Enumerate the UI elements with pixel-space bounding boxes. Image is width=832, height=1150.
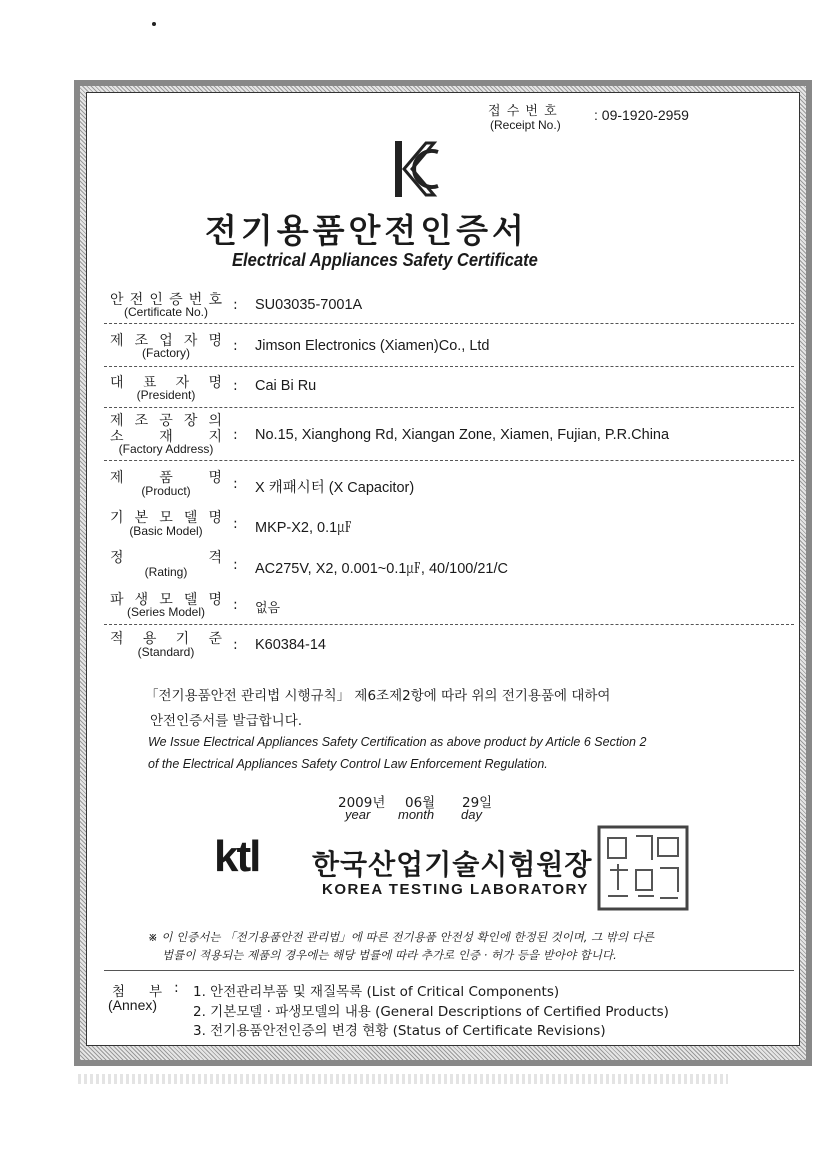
factory-name: Jimson Electronics (Xiamen)Co., Ltd <box>255 338 490 354</box>
label-char: 인 <box>149 292 163 308</box>
note-line1: ※ 이 인증서는 「전기용품안전 관리법」에 따른 전기용품 안전성 확인에 한정된 것이며, 그 밖의 다른 <box>148 930 654 944</box>
annex-item: 1. 안전관리부품 및 재질목록 (List of Critical Components) <box>193 984 560 1000</box>
label-char: 제 <box>110 470 124 486</box>
label-en: (Basic Model) <box>129 524 203 538</box>
label-char: 재 <box>159 429 173 445</box>
annex-item: 3. 전기용품안전인증의 변경 현황 (Status of Certificate Revisions) <box>193 1023 606 1039</box>
label-en: (Rating) <box>144 565 188 579</box>
label-en: (Series Model) <box>126 605 206 619</box>
statement-ko-line2: 안전인증서를 발급합니다. <box>150 713 303 729</box>
official-seal-stamp <box>596 824 690 912</box>
label-char: 모 <box>159 592 173 608</box>
label-en: (Factory) <box>142 346 190 360</box>
label-en: (Certificate No.) <box>123 305 209 319</box>
label-char: 명 <box>208 333 222 349</box>
label-ko <box>110 547 222 567</box>
divider <box>104 323 794 324</box>
colon: : <box>233 637 238 653</box>
label-char: 생 <box>134 592 149 608</box>
label-char: 조 <box>134 413 149 429</box>
note-line2: 법률이 적용되는 제품의 경우에는 해당 법률에 따라 추가로 인증 · 허가 등을 받아야 합니다. <box>162 948 617 962</box>
label-char: 증 <box>169 292 183 308</box>
annex-item: 2. 기본모델 · 파생모델의 내용 (General Descriptions of Certified Products) <box>193 1004 669 1020</box>
label-char: 호 <box>208 292 222 308</box>
issue-month: 06월 <box>405 795 436 811</box>
label-char: 조 <box>134 333 149 349</box>
annex-colon: : <box>174 980 179 996</box>
product-name: X 캐패시터 (X Capacitor) <box>255 480 415 496</box>
ktl-logo: ktl <box>214 832 260 881</box>
label-char: 파 <box>110 592 124 608</box>
label-char: 명 <box>208 375 222 391</box>
statement-ko-line1: 「전기용품안전 관리법 시행규칙」 제6조제2항에 따라 위의 전기용품에 대하여 <box>145 688 611 704</box>
label-char: 델 <box>183 592 198 608</box>
colon: : <box>233 476 238 492</box>
divider <box>104 970 794 971</box>
label-char: 번 <box>188 292 203 308</box>
label-char: 용 <box>142 631 157 647</box>
title-korean: 전기용품안전인증서 <box>205 211 528 250</box>
label-char: 전 <box>129 292 144 308</box>
divider <box>104 624 794 625</box>
label-char: 델 <box>183 510 198 526</box>
colon: : <box>233 378 238 394</box>
label-char: 대 <box>110 375 124 391</box>
label-char: 제 <box>110 333 124 349</box>
statement-en-line1: We Issue Electrical Appliances Safety Certification as above product by Article 6 Section 2 <box>148 735 647 749</box>
receipt-label-en: (Receipt No.) <box>490 118 561 132</box>
president-name: Cai Bi Ru <box>255 378 317 394</box>
label-char: 본 <box>134 510 149 526</box>
label-char: 적 <box>110 631 124 647</box>
certificate-number: SU03035-7001A <box>255 297 363 313</box>
month-label: month <box>398 807 435 822</box>
label-char: 자 <box>183 333 198 349</box>
colon: : <box>233 597 238 613</box>
receipt-number: 09-1920-2959 <box>601 107 689 123</box>
receipt-label-ko: 접 수 번 호 <box>488 104 558 119</box>
kc-mark-logo <box>392 138 442 202</box>
label-char: 기 <box>175 631 190 647</box>
standard: K60384-14 <box>255 637 326 653</box>
label-char: 모 <box>159 510 173 526</box>
rating: AC275V, X2, 0.001~0.1㎌, 40/100/21/C <box>255 561 508 577</box>
issue-year: 2009년 <box>338 795 386 811</box>
label-char: 자 <box>175 375 190 391</box>
colon: : <box>233 427 238 443</box>
label-char: 장 <box>183 413 198 429</box>
label-char: 의 <box>208 413 222 429</box>
colon: : <box>233 338 238 354</box>
label-char: 첨 <box>112 984 126 1000</box>
issue-day: 29일 <box>462 795 493 811</box>
label-char: 정 <box>110 550 124 566</box>
label-char: 명 <box>208 510 222 526</box>
year-label: year <box>345 807 371 822</box>
issuer-name-en: KOREA TESTING LABORATORY <box>322 881 589 898</box>
issuer-name-ko: 한국산업기술시험원장 <box>312 848 593 881</box>
label-char: 준 <box>208 631 222 647</box>
colon: : <box>233 297 238 313</box>
day-label: day <box>461 807 482 822</box>
label-en: (Standard) <box>137 645 195 659</box>
factory-address: No.15, Xianghong Rd, Xiangan Zone, Xiamen, Fujian, P.R.China <box>255 427 670 443</box>
title-english: Electrical Appliances Safety Certificate <box>232 250 538 270</box>
divider <box>104 407 794 408</box>
label-char: 업 <box>159 333 173 349</box>
colon: : <box>233 516 238 532</box>
label-en: (President) <box>136 388 196 402</box>
label-char: 기 <box>110 510 124 526</box>
label-en: (Factory Address) <box>118 442 214 456</box>
label-char: 명 <box>208 592 222 608</box>
divider <box>104 460 794 461</box>
label-char: 제 <box>110 413 124 429</box>
receipt-colon: : 09-1920-2959 <box>594 107 689 123</box>
series-model: 없음 <box>255 600 281 615</box>
label-en: (Product) <box>141 484 191 498</box>
label-char: 지 <box>208 429 222 445</box>
faded-footer-text <box>78 1074 728 1084</box>
label-char: 명 <box>208 470 222 486</box>
annex-label-en: (Annex) <box>108 997 158 1013</box>
label-char: 공 <box>159 413 173 429</box>
label-char: 부 <box>148 984 162 1000</box>
label-char: 격 <box>208 550 222 566</box>
divider <box>104 366 794 367</box>
basic-model: MKP-X2, 0.1㎌ <box>255 520 352 536</box>
label-char: 안 <box>110 292 124 308</box>
label-char: 품 <box>159 470 173 486</box>
statement-en-line2: of the Electrical Appliances Safety Control Law Enforcement Regulation. <box>148 757 548 771</box>
label-char: 소 <box>110 429 124 445</box>
speck <box>152 22 156 26</box>
label-char: 표 <box>142 375 157 391</box>
colon: : <box>233 557 238 573</box>
